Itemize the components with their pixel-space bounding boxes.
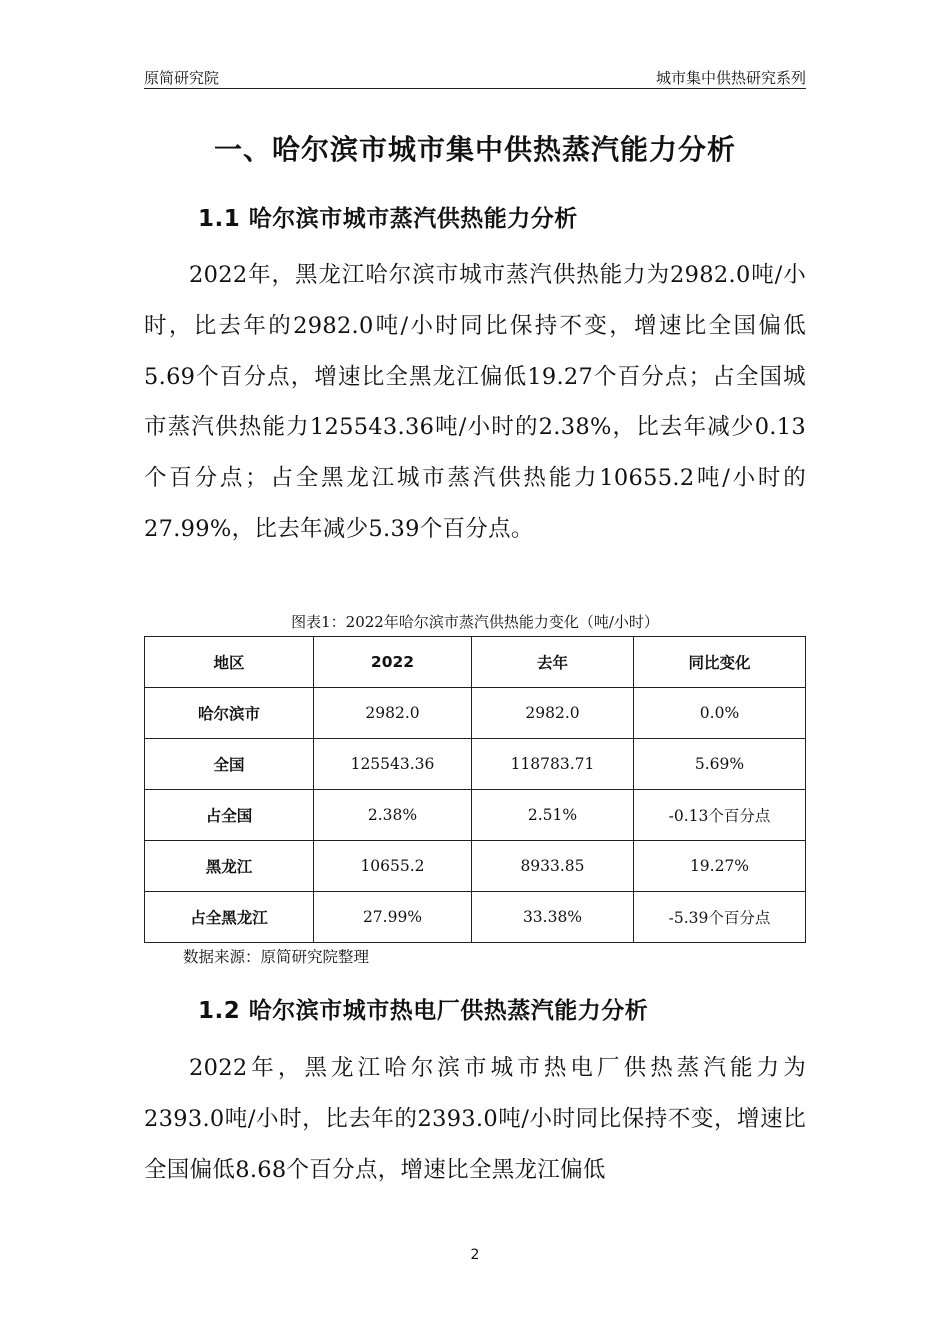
table-source-note: 数据来源：原简研究院整理 <box>183 948 370 966</box>
table-cell: 118783.71 <box>472 739 634 790</box>
section-1-paragraph: 2022年，黑龙江哈尔滨市城市蒸汽供热能力为2982.0吨/小时，比去年的2982.0吨/小时同比保持不变，增速比全国偏低5.69个百分点，增速比全黑龙江偏低19.27个百分点；占全国城市蒸汽供热能力125543.36吨/小时的2.38%，比去年减少0.13个百分点；占全黑龙江城市蒸汽供热能力10655.2吨/小时的27.99%，比去年减少5.39个百分点。 <box>144 262 806 542</box>
header-org-name: 原简研究院 <box>144 69 220 87</box>
section-2-heading: 1.2 哈尔滨市城市热电厂供热蒸汽能力分析 <box>198 998 649 1024</box>
table-row <box>145 739 806 790</box>
table-cell: 0.0% <box>634 688 806 739</box>
header-divider <box>144 88 806 89</box>
table-cell: 27.99% <box>314 892 472 943</box>
table-cell-region: 哈尔滨市 <box>145 688 314 739</box>
table-cell-region: 黑龙江 <box>145 841 314 892</box>
table-row <box>145 892 806 943</box>
table-cell: 2.38% <box>314 790 472 841</box>
section-1-heading: 1.1 哈尔滨市城市蒸汽供热能力分析 <box>198 206 578 232</box>
table-row <box>145 790 806 841</box>
table-row <box>145 688 806 739</box>
table-cell: 33.38% <box>472 892 634 943</box>
table-cell-region: 占全黑龙江 <box>145 892 314 943</box>
table-cell: -5.39个百分点 <box>634 892 806 943</box>
table-cell-region: 占全国 <box>145 790 314 841</box>
column-header-region: 地区 <box>145 637 314 688</box>
table-cell: 19.27% <box>634 841 806 892</box>
table-cell: 2.51% <box>472 790 634 841</box>
table-cell-region: 全国 <box>145 739 314 790</box>
section-2-paragraph: 2022年，黑龙江哈尔滨市城市热电厂供热蒸汽能力为2393.0吨/小时，比去年的2393.0吨/小时同比保持不变，增速比全国偏低8.68个百分点，增速比全黑龙江偏低 <box>144 1055 806 1183</box>
table-cell: 5.69% <box>634 739 806 790</box>
table-cell: 125543.36 <box>314 739 472 790</box>
table-header-row <box>145 637 806 688</box>
table-caption: 图表1：2022年哈尔滨市蒸汽供热能力变化（吨/小时） <box>291 613 659 631</box>
header-series-name: 城市集中供热研究系列 <box>655 69 806 87</box>
capacity-table <box>144 636 806 943</box>
table-cell: 2982.0 <box>472 688 634 739</box>
chapter-title: 一、哈尔滨市城市集中供热蒸汽能力分析 <box>213 133 736 166</box>
table-cell: 8933.85 <box>472 841 634 892</box>
page-number: 2 <box>470 1247 480 1263</box>
table-cell: -0.13个百分点 <box>634 790 806 841</box>
column-header-2022: 2022 <box>314 637 472 688</box>
column-header-last-year: 去年 <box>472 637 634 688</box>
column-header-yoy-change: 同比变化 <box>634 637 806 688</box>
table-row <box>145 841 806 892</box>
table-cell: 2982.0 <box>314 688 472 739</box>
table-cell: 10655.2 <box>314 841 472 892</box>
